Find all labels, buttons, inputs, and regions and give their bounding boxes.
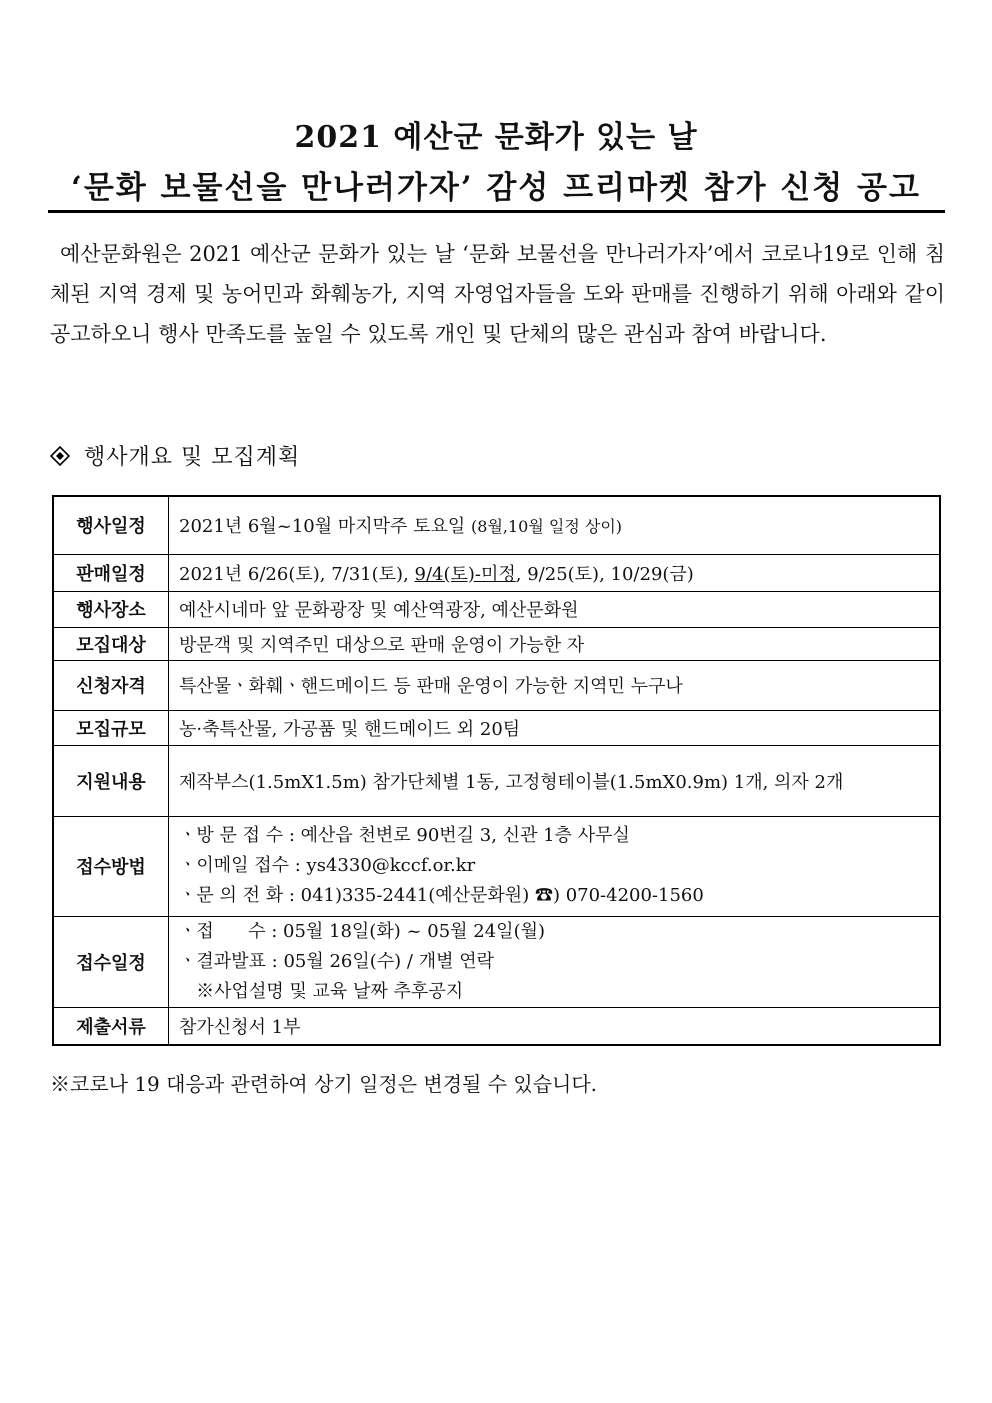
row-label: 모집규모 xyxy=(53,710,169,745)
table-row xyxy=(53,710,940,745)
row-label: 신청자격 xyxy=(53,660,169,710)
intro-paragraph: 예산문화원은 2021 예산군 문화가 있는 날 ‘문화 보물선을 만나러가자’에서 코로나19로 인해 침체된 지역 경제 및 농어민과 화훼농가, 지역 자영업자들을 도와 판매를 진행하기 위해 아래와 같이 공고하오니 행사 만족도를 높일 수 있도록 개인 및 단체의 많은 관심과 참여 바랍니다. xyxy=(50,242,945,346)
reception-period-line: ㆍ접 수 : 05월 18일(화) ~ 05월 24일(월) xyxy=(179,920,546,942)
row-value: 방문객 및 지역주민 대상으로 판매 운영이 가능한 자 xyxy=(169,627,941,660)
title-divider xyxy=(48,210,945,213)
inquiry-phone-line: ㆍ문 의 전 화 : 041)335-2441(예산문화원) ☎) 070-4200-1560 xyxy=(179,885,704,906)
event-schedule-note: (8월,10월 일정 상이) xyxy=(471,517,623,537)
footnote: ※코로나 19 대응과 관련하여 상기 일정은 변경될 수 있습니다. xyxy=(50,1072,598,1096)
row-value xyxy=(169,554,941,591)
title-line-1: 2021 예산군 문화가 있는 날 xyxy=(294,120,698,155)
row-value: 제작부스(1.5mX1.5m) 참가단체별 1동, 고정형테이블(1.5mX0.9m) 1개, 의자 2개 xyxy=(169,745,941,816)
table-row xyxy=(53,745,940,816)
row-value: 농·축특산물, 가공품 및 핸드메이드 외 20팀 xyxy=(169,710,941,745)
table-row xyxy=(53,554,940,591)
table-row xyxy=(53,591,940,627)
event-schedule-text: 2021년 6월~10월 마지막주 토요일 xyxy=(179,516,466,538)
row-value: 예산시네마 앞 문화광장 및 예산역광장, 예산문화원 xyxy=(169,591,941,627)
diamond-bullet-icon xyxy=(50,446,70,466)
section-heading xyxy=(50,440,300,471)
table-row xyxy=(53,816,940,916)
table-row xyxy=(53,660,940,710)
row-label: 판매일정 xyxy=(53,554,169,591)
row-value xyxy=(169,496,941,554)
sale-schedule-tbd: 9/4(토)-미정 xyxy=(414,563,516,585)
row-label: 행사일정 xyxy=(53,496,169,554)
sale-schedule-text-rest: , 9/25(토), 10/29(금) xyxy=(515,563,694,585)
title-line-2: ‘문화 보물선을 만나러가자’ 감성 프리마켓 참가 신청 공고 xyxy=(71,170,921,206)
row-label: 모집대상 xyxy=(53,627,169,660)
row-label: 제출서류 xyxy=(53,1007,169,1045)
visit-reception-line: ㆍ방 문 접 수 : 예산읍 천변로 90번길 3, 신관 1층 사무실 xyxy=(179,825,630,846)
table-row xyxy=(53,916,940,1007)
row-label: 지원내용 xyxy=(53,745,169,816)
row-value xyxy=(169,816,941,916)
email-reception-line: ㆍ이메일 접수 : ys4330@kccf.or.kr xyxy=(179,855,476,876)
row-label: 행사장소 xyxy=(53,591,169,627)
table-row xyxy=(53,496,940,554)
result-announcement-line: ㆍ결과발표 : 05월 26일(수) / 개별 연락 xyxy=(179,950,494,972)
sale-schedule-text: 2021년 6/26(토), 7/31(토), xyxy=(179,563,415,585)
row-value: 특산물ㆍ화훼ㆍ핸드메이드 등 판매 운영이 가능한 지역민 누구나 xyxy=(169,660,941,710)
section-heading-text: 행사개요 및 모집계획 xyxy=(84,445,301,470)
briefing-note-line: ※사업설명 및 교육 날짜 추후공지 xyxy=(179,980,464,1002)
table-row xyxy=(53,1007,940,1045)
event-info-table xyxy=(52,495,941,1046)
row-value: 참가신청서 1부 xyxy=(169,1007,941,1045)
row-label: 접수방법 xyxy=(53,816,169,916)
table-row xyxy=(53,627,940,660)
row-label: 접수일정 xyxy=(53,916,169,1007)
row-value xyxy=(169,916,941,1007)
